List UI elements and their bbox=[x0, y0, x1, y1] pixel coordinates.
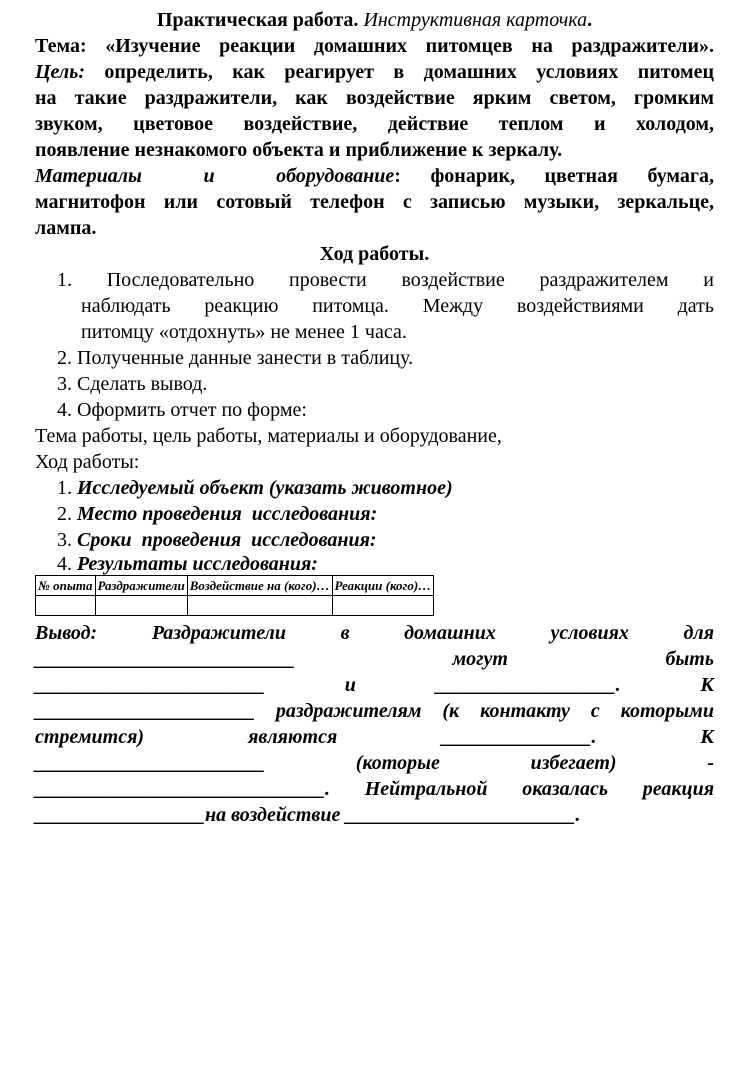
table-cell[interactable] bbox=[36, 596, 96, 616]
conclusion-line: __________________________ могут быть bbox=[35, 648, 714, 670]
step-num: 1. bbox=[57, 269, 72, 291]
step-num: 4. bbox=[57, 399, 72, 421]
table-header: Воздействие на (кого)… bbox=[187, 576, 332, 596]
step-4 bbox=[35, 397, 714, 423]
title bbox=[35, 7, 714, 33]
goal-line: звуком, цветовое воздействие, действие теплом и холодом, bbox=[35, 113, 714, 135]
report-item-3 bbox=[35, 527, 714, 553]
table-cell[interactable] bbox=[332, 596, 434, 616]
table-header: Раздражители bbox=[95, 576, 187, 596]
conclusion-line: _______________________ и __________________. К bbox=[35, 674, 714, 696]
item-text: Сроки проведения исследования: bbox=[77, 529, 377, 551]
title-italic: Инструктивная карточка bbox=[363, 9, 588, 31]
table-header-row bbox=[36, 576, 434, 596]
procedure-heading: Ход работы. bbox=[319, 243, 430, 265]
item-text: Место проведения исследования: bbox=[77, 503, 378, 525]
results-table bbox=[35, 575, 434, 616]
item-num: 1. bbox=[57, 477, 72, 499]
table-row bbox=[36, 596, 434, 616]
item-num: 3. bbox=[57, 529, 72, 551]
conclusion-line: Вывод: Раздражители в домашних условиях для bbox=[35, 622, 714, 644]
table-cell[interactable] bbox=[95, 596, 187, 616]
materials-line: лампа. bbox=[35, 217, 97, 239]
step-text: Оформить отчет по форме: bbox=[77, 399, 307, 421]
step-3 bbox=[35, 371, 714, 397]
materials-line: магнитофон или сотовый телефон с записью музыки, зеркальце, bbox=[35, 191, 714, 213]
step-num: 2. bbox=[57, 347, 72, 369]
report-item-2 bbox=[35, 501, 714, 527]
report-line: Ход работы: bbox=[35, 451, 140, 473]
materials-label: Материалы и оборудование bbox=[35, 165, 395, 187]
conclusion-line: _______________________ (которые избегает) - bbox=[35, 752, 714, 774]
conclusion-line: стремится) являются _______________. К bbox=[35, 726, 714, 748]
conclusion-line: _____________________________. Нейтральной оказалась реакция bbox=[35, 778, 714, 800]
report-item-1 bbox=[35, 475, 714, 501]
step-2 bbox=[35, 345, 714, 371]
item-num: 4. bbox=[57, 553, 72, 575]
goal-text: определить, как реагирует в домашних условиях питомец bbox=[85, 61, 714, 83]
item-text: Исследуемый объект (указать животное) bbox=[77, 477, 453, 499]
topic: Тема: «Изучение реакции домашних питомцев на раздражители». bbox=[35, 35, 714, 57]
conclusion-line: ______________________ раздражителям (к контакту с которыми bbox=[35, 700, 714, 722]
materials-line bbox=[35, 163, 714, 189]
goal-line: на такие раздражители, как воздействие ярким светом, громким bbox=[35, 87, 714, 109]
title-dot: . bbox=[587, 9, 593, 31]
goal-label: Цель: bbox=[35, 61, 85, 83]
item-num: 2. bbox=[57, 503, 72, 525]
report-line: Тема работы, цель работы, материалы и оборудование, bbox=[35, 425, 502, 447]
table-cell[interactable] bbox=[187, 596, 332, 616]
goal-line: появление незнакомого объекта и приближение к зеркалу. bbox=[35, 139, 563, 161]
goal-line bbox=[35, 59, 714, 85]
item-text: Результаты исследования: bbox=[77, 553, 318, 575]
report-item-4 bbox=[35, 553, 714, 573]
step-1 bbox=[35, 267, 714, 293]
table-header: Реакции (кого)… bbox=[332, 576, 434, 596]
conclusion-line: _________________на воздействие _______________________. bbox=[35, 804, 581, 826]
materials-text: : фонарик, цветная бумага, bbox=[394, 165, 714, 187]
table-header: № опыта bbox=[36, 576, 96, 596]
step-1-cont: питомцу «отдохнуть» не менее 1 часа. bbox=[81, 321, 407, 343]
step-1-cont: наблюдать реакцию питомца. Между воздействиями дать bbox=[81, 295, 714, 317]
step-text: Сделать вывод. bbox=[77, 373, 208, 395]
step-text: Последовательно провести воздействие раздражителем и bbox=[106, 269, 714, 291]
step-num: 3. bbox=[57, 373, 72, 395]
step-text: Полученные данные занести в таблицу. bbox=[77, 347, 414, 369]
title-bold: Практическая работа. bbox=[156, 9, 359, 31]
